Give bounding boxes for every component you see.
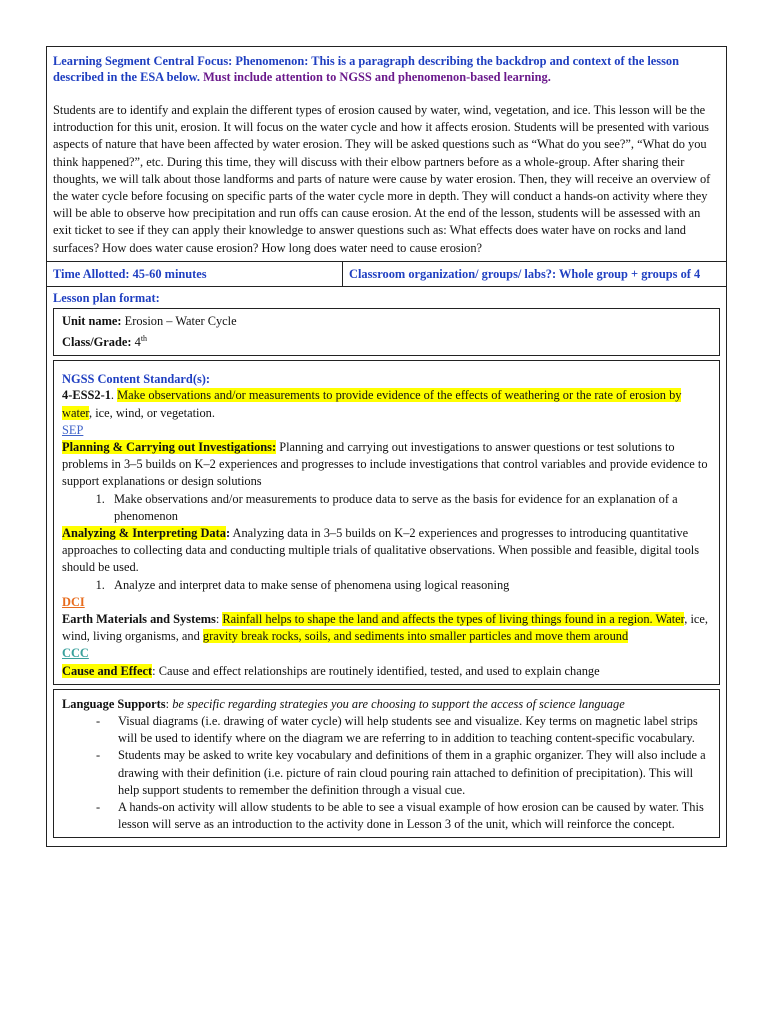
planning-list-item: 1. Make observations and/or measurements to produce data to serve as the basis for evidence for an explanation of a phenomenon <box>108 491 711 525</box>
analyzing-text: Analyzing data in 3–5 builds on K–2 experiences and progresses to introducing quantitative approaches to collecting data and conducting multiple trials of qualitative observations. When possible and feasible, digital tools should be used. <box>62 525 700 575</box>
unit-name-value: Erosion – Water Cycle <box>121 313 237 328</box>
unit-box <box>53 308 720 357</box>
classroom-organization: Classroom organization/ groups/ labs?: Whole group + groups of 4 <box>349 266 701 281</box>
analyzing-colon: : <box>225 525 231 540</box>
language-supports-instructions: be specific regarding strategies you are choosing to support the access of science language <box>169 696 625 711</box>
time-allotted-cell <box>47 261 343 286</box>
lesson-plan-page <box>46 46 726 847</box>
central-focus-paragraph: Students are to identify and explain the different types of erosion caused by water, wind, vegetation, and ice. This lesson will be the introduction for this unit, erosion. It will focus on the water cycle and how it affects erosion. Students will be presented with various aspects of nature that have been affected by water erosion. They will be asked questions such as “What do you see?”, “What do you think happened?”, etc. During this time, they will discuss with their elbow partners before as a whole-group. After sharing their thoughts, we will talk about those landforms and parts of nature were cause by water erosion. Then, they will receive an overview of the water cycle before focusing on specific parts of the water cycle more in depth. They will conduct a hands-on activity where they will be able to observe how precipitation and run offs can cause erosion. At the end of the lesson, students will be assessed with an exit ticket to see if they can apply their knowledge to answer questions such as: What effects does water have on rocks and land surfaces? How does water cause erosion? How long does water need to cause erosion? <box>53 103 711 255</box>
language-supports-colon: : <box>165 696 170 711</box>
ccc-label[interactable]: CCC <box>62 646 89 661</box>
central-focus-heading-blue: Learning Segment Central Focus: Phenomenon: This is a paragraph describing the backdrop and context of the lesson described in the ESA below. <box>53 54 679 84</box>
planning-block <box>62 439 711 491</box>
central-focus-heading <box>53 53 720 85</box>
class-grade-line <box>62 330 711 351</box>
lesson-plan-format-cell <box>47 286 727 847</box>
earth-block <box>62 611 711 645</box>
earth-highlight-1: Rainfall helps to shape the land and affects the types of living things found in a region. Water <box>222 612 685 626</box>
earth-middle: , ice, wind, living organisms, and <box>62 612 709 644</box>
central-focus-row <box>47 47 727 262</box>
planning-label: Planning & Carrying out Investigations: <box>62 439 277 454</box>
ngss-heading: NGSS Content Standard(s): <box>62 372 211 387</box>
lesson-plan-format-heading: Lesson plan format: <box>53 290 160 305</box>
classroom-org-cell <box>343 261 727 286</box>
analyzing-list-item: 1. Analyze and interpret data to make sense of phenomena using logical reasoning <box>108 577 711 594</box>
earth-label: Earth Materials and Systems <box>62 612 216 626</box>
ngss-code-sep: . <box>110 388 118 403</box>
dci-link[interactable] <box>62 594 711 611</box>
ngss-standard <box>62 387 711 421</box>
earth-colon: : <box>215 612 223 626</box>
analyzing-label: Analyzing & Interpreting Data <box>62 525 226 540</box>
central-focus-heading-purple: Must include attention to NGSS and phenomenon-based learning. <box>203 70 551 84</box>
sep-link[interactable] <box>62 422 711 439</box>
central-focus-cell <box>47 47 727 262</box>
planning-text: Planning and carrying out investigations to answer questions or test solutions to problems in 3–5 builds on K–2 experiences and progresses to include investigations that control variables and provide evidence to support explanations or design solutions <box>62 439 708 489</box>
cause-label: Cause and Effect <box>62 663 153 678</box>
sep-label[interactable]: SEP <box>62 422 84 437</box>
list-item: - Students may be asked to write key vocabulary and definitions of them in a graphic organizer. They will also include a drawing with their definition (i.e. picture of rain cloud pouring rain attached to definition of precipitation). This will help support students to remember the definition through a visual cue. <box>96 747 711 799</box>
time-org-row <box>47 261 727 286</box>
cause-colon: : <box>152 663 156 678</box>
language-supports-label: Language Supports <box>62 696 166 711</box>
ngss-box <box>53 360 720 684</box>
language-supports-list <box>62 713 711 833</box>
ccc-link[interactable] <box>62 645 711 662</box>
analyzing-block <box>62 525 711 577</box>
earth-highlight-2: gravity break rocks, soils, and sediments into smaller particles and move them around <box>202 629 629 644</box>
ngss-code: 4-ESS2-1 <box>62 388 111 403</box>
dci-label[interactable]: DCI <box>62 594 85 609</box>
class-grade-suffix: th <box>140 334 148 344</box>
ngss-standard-rest: , ice, wind, or vegetation. <box>89 405 215 420</box>
unit-name-label: Unit name: <box>62 313 122 328</box>
language-supports-box <box>53 689 720 839</box>
lesson-plan-format-row <box>47 286 727 847</box>
class-grade-value: 4 <box>131 335 141 350</box>
cause-block <box>62 663 711 680</box>
language-supports-heading <box>62 696 711 713</box>
analyzing-list <box>62 577 711 594</box>
list-item: - Visual diagrams (i.e. drawing of water cycle) will help students see and visualize. Key terms on magnetic label strips will be used to identify where on the diagram we are referring to in addition to teaching content-specific vocabulary. <box>96 713 711 747</box>
class-grade-label: Class/Grade: <box>62 335 132 350</box>
unit-name-line <box>62 313 711 330</box>
time-allotted: Time Allotted: 45-60 minutes <box>53 266 207 281</box>
lesson-plan-table <box>46 46 727 847</box>
cause-text: Cause and effect relationships are routinely identified, tested, and used to explain change <box>155 663 600 678</box>
list-item: - A hands-on activity will allow students to be able to see a visual example of how erosion can be caused by water. This lesson will serve as an introduction to the activity done in Lesson 3 of the unit, which will reinforce the concept. <box>96 799 711 833</box>
planning-list <box>62 491 711 525</box>
ngss-standard-highlight: Make observations and/or measurements to provide evidence of the effects of weathering or the rate of erosion by water <box>62 388 682 420</box>
